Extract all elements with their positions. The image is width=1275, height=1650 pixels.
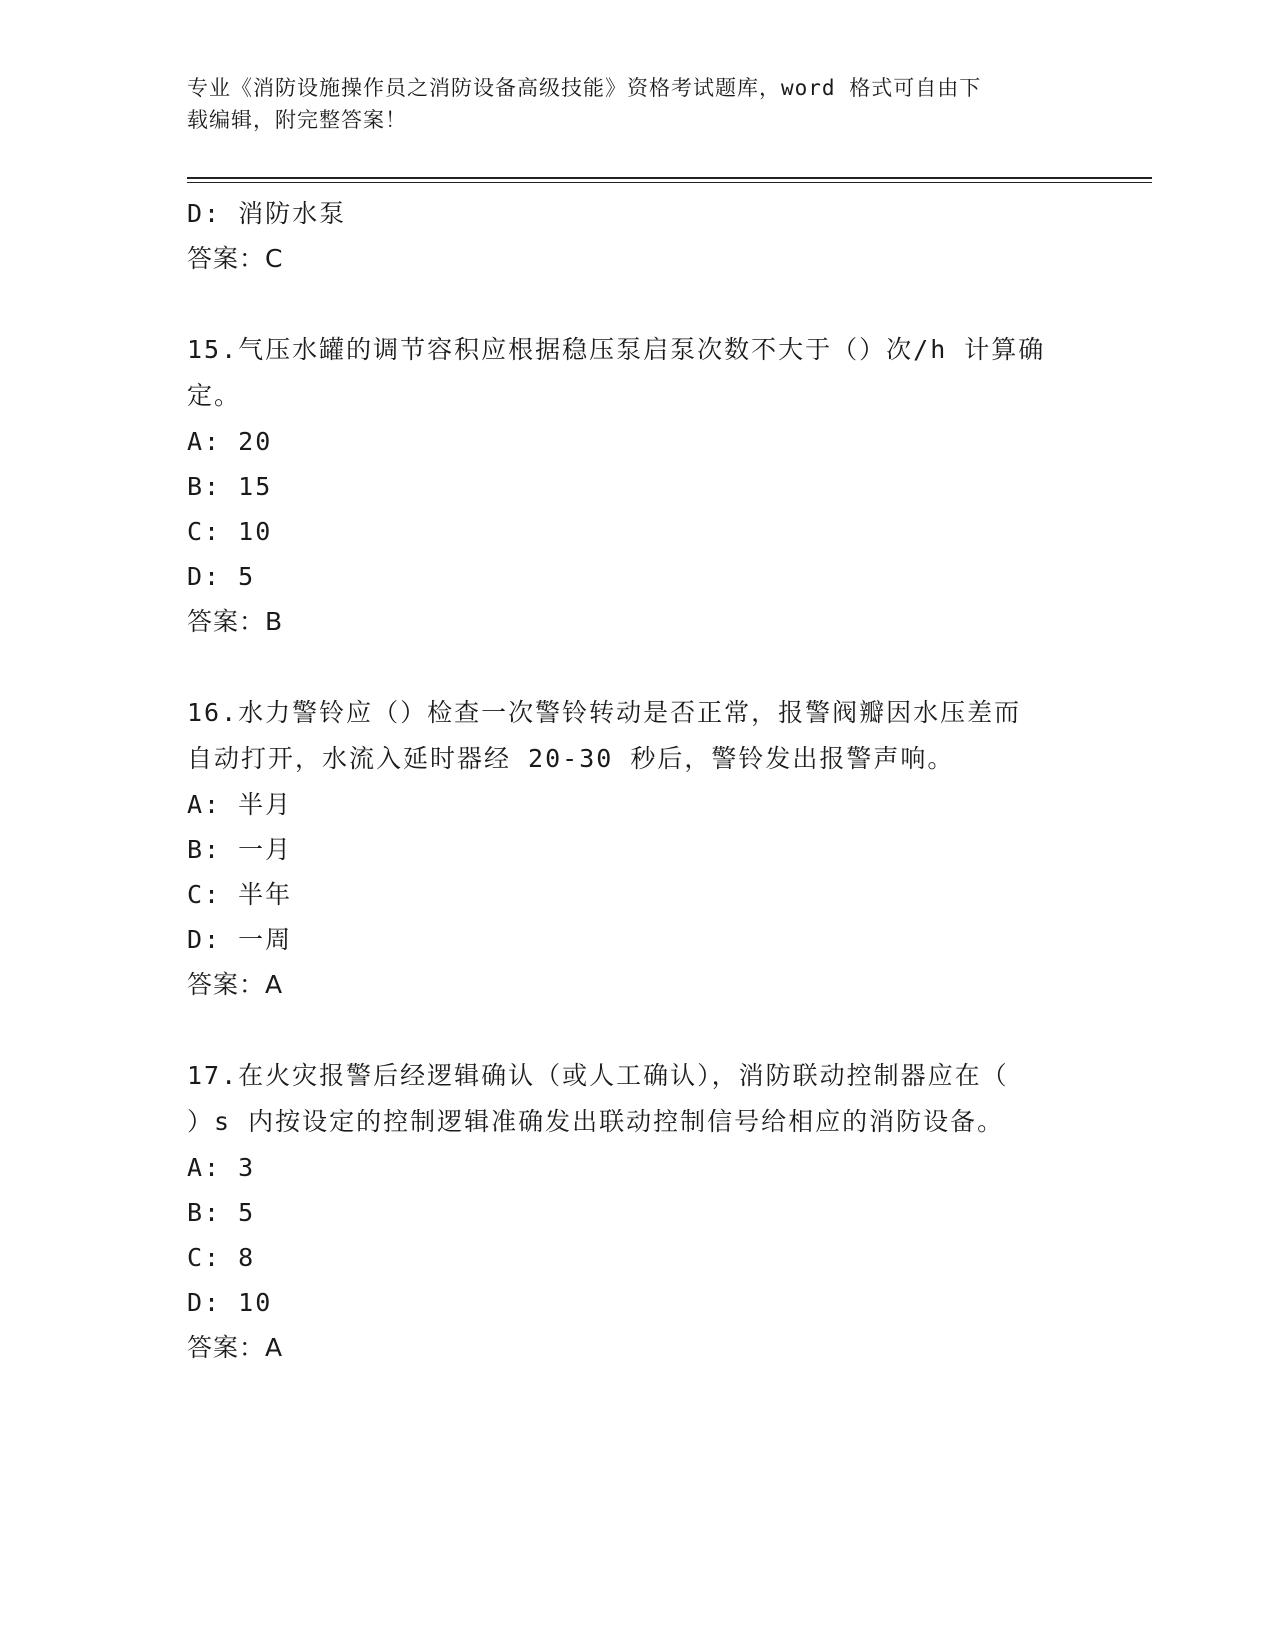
header-line-2: 载编辑，附完整答案！: [187, 108, 407, 132]
answer-line: 答案：A: [187, 970, 284, 999]
option-c: C: 10: [187, 517, 273, 546]
question-text-line-2: ）s 内按设定的控制逻辑准确发出联动控制信号给相应的消防设备。: [187, 1107, 1005, 1136]
answer-line: 答案：B: [187, 607, 284, 636]
question-text: [187, 1053, 1067, 1145]
question-text: [187, 690, 1067, 782]
header-divider-thick: [187, 177, 1152, 179]
option-a: A: 3: [187, 1153, 256, 1182]
spacer: [187, 1007, 1087, 1053]
question-list: [187, 191, 1087, 1370]
header-line-1: 专业《消防设施操作员之消防设备高级技能》资格考试题库，word 格式可自由下: [187, 76, 982, 100]
question-text-line-2: 自动打开，水流入延时器经 20-30 秒后，警铃发出报警声响。: [187, 744, 955, 773]
header-divider-thin: [187, 182, 1152, 183]
question-16: [187, 690, 1087, 1007]
question-text-line-1: 17.在火灾报警后经逻辑确认（或人工确认），消防联动控制器应在（: [187, 1061, 1009, 1090]
answer-line: 答案：C: [187, 244, 284, 273]
document-header: [187, 72, 1067, 136]
option-d: D: 10: [187, 1288, 273, 1317]
question-text-line-2: 定。: [187, 381, 242, 410]
option-c: C: 半年: [187, 880, 293, 909]
question-15: [187, 327, 1087, 644]
option-d: D: 消防水泵: [187, 199, 347, 228]
option-d: D: 一周: [187, 925, 293, 954]
option-b: B: 5: [187, 1198, 256, 1227]
spacer: [187, 644, 1087, 690]
previous-question-tail: [187, 191, 1087, 281]
option-a: A: 20: [187, 427, 273, 456]
option-b: B: 15: [187, 472, 273, 501]
spacer: [187, 281, 1087, 327]
question-17: [187, 1053, 1087, 1370]
question-text-line-1: 16.水力警铃应（）检查一次警铃转动是否正常，报警阀瓣因水压差而: [187, 698, 1022, 727]
option-a: A: 半月: [187, 790, 293, 819]
question-text-line-1: 15.气压水罐的调节容积应根据稳压泵启泵次数不大于（）次/h 计算确: [187, 335, 1046, 364]
answer-line: 答案：A: [187, 1333, 284, 1362]
option-c: C: 8: [187, 1243, 256, 1272]
question-text: [187, 327, 1067, 419]
option-d: D: 5: [187, 562, 256, 591]
option-b: B: 一月: [187, 835, 293, 864]
